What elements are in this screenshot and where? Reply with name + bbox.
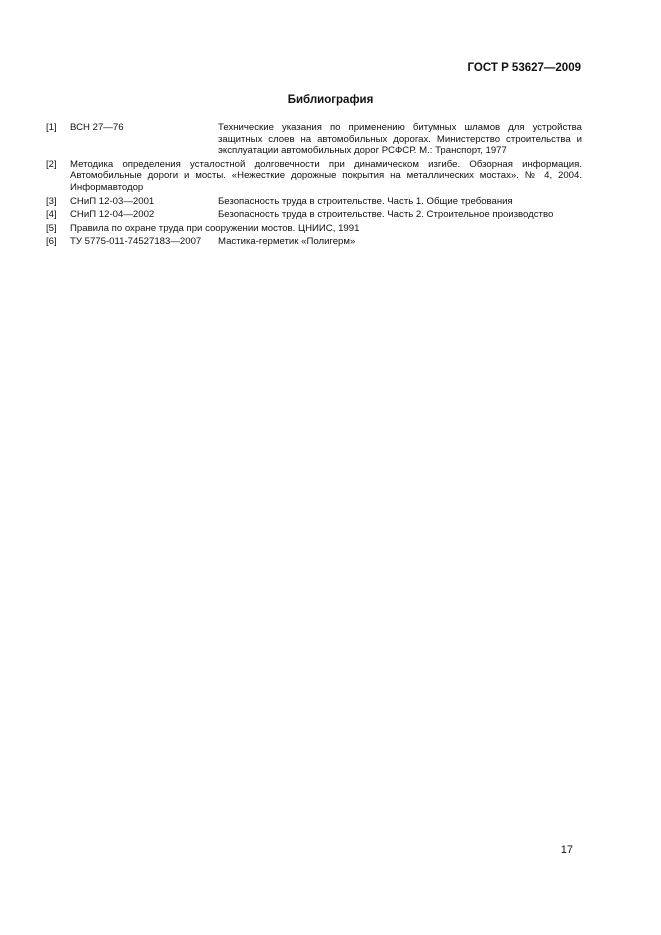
bibliography-entry-2 xyxy=(46,159,582,194)
entry-number: [4] xyxy=(46,209,57,221)
document-code: ГОСТ Р 53627—2009 xyxy=(467,62,581,74)
entry-number: [1] xyxy=(46,122,57,133)
bibliography-entry-4 xyxy=(46,209,582,221)
entry-title: Правила по охране труда при сооружении мостов. ЦНИИС, 1991 xyxy=(70,222,360,234)
section-title: Библиография xyxy=(287,94,374,106)
entry-code: ТУ 5775-011-74527183—2007 xyxy=(70,236,202,248)
entry-title: Мастика-герметик «Полигерм» xyxy=(218,236,356,248)
entry-title: Методика определения усталостной долговечности при динамическом изгибе. Обзорная информация. Автомобильные дороги и мосты. «Нежесткие дорожные покрытия на металлических мостах». № 4, 2004. Информавтодор xyxy=(70,158,582,193)
entry-number: [3] xyxy=(46,195,57,207)
entry-title: Технические указания по применению битумных шламов для устройства защитных слоев на автомобильных дорогах. Министерство строительства и эксплуатации автомобильных дорог РСФСР. М.: Транспорт, 1977 xyxy=(218,122,582,157)
entry-number: [2] xyxy=(46,158,57,170)
entry-title: Безопасность труда в строительстве. Часть 2. Строительное производство xyxy=(218,209,554,221)
bibliography-list xyxy=(46,122,582,250)
page-number: 17 xyxy=(560,844,573,856)
entry-title: Безопасность труда в строительстве. Часть 1. Общие требования xyxy=(218,195,513,207)
entry-code: СНиП 12-04—2002 xyxy=(70,209,155,221)
bibliography-entry-1 xyxy=(46,122,582,157)
bibliography-entry-5 xyxy=(46,223,582,235)
bibliography-entry-3 xyxy=(46,196,582,208)
entry-number: [6] xyxy=(46,236,57,248)
bibliography-entry-6 xyxy=(46,236,582,248)
entry-code: ВСН 27—76 xyxy=(70,122,124,133)
entry-code: СНиП 12-03—2001 xyxy=(70,195,155,207)
entry-number: [5] xyxy=(46,222,57,234)
